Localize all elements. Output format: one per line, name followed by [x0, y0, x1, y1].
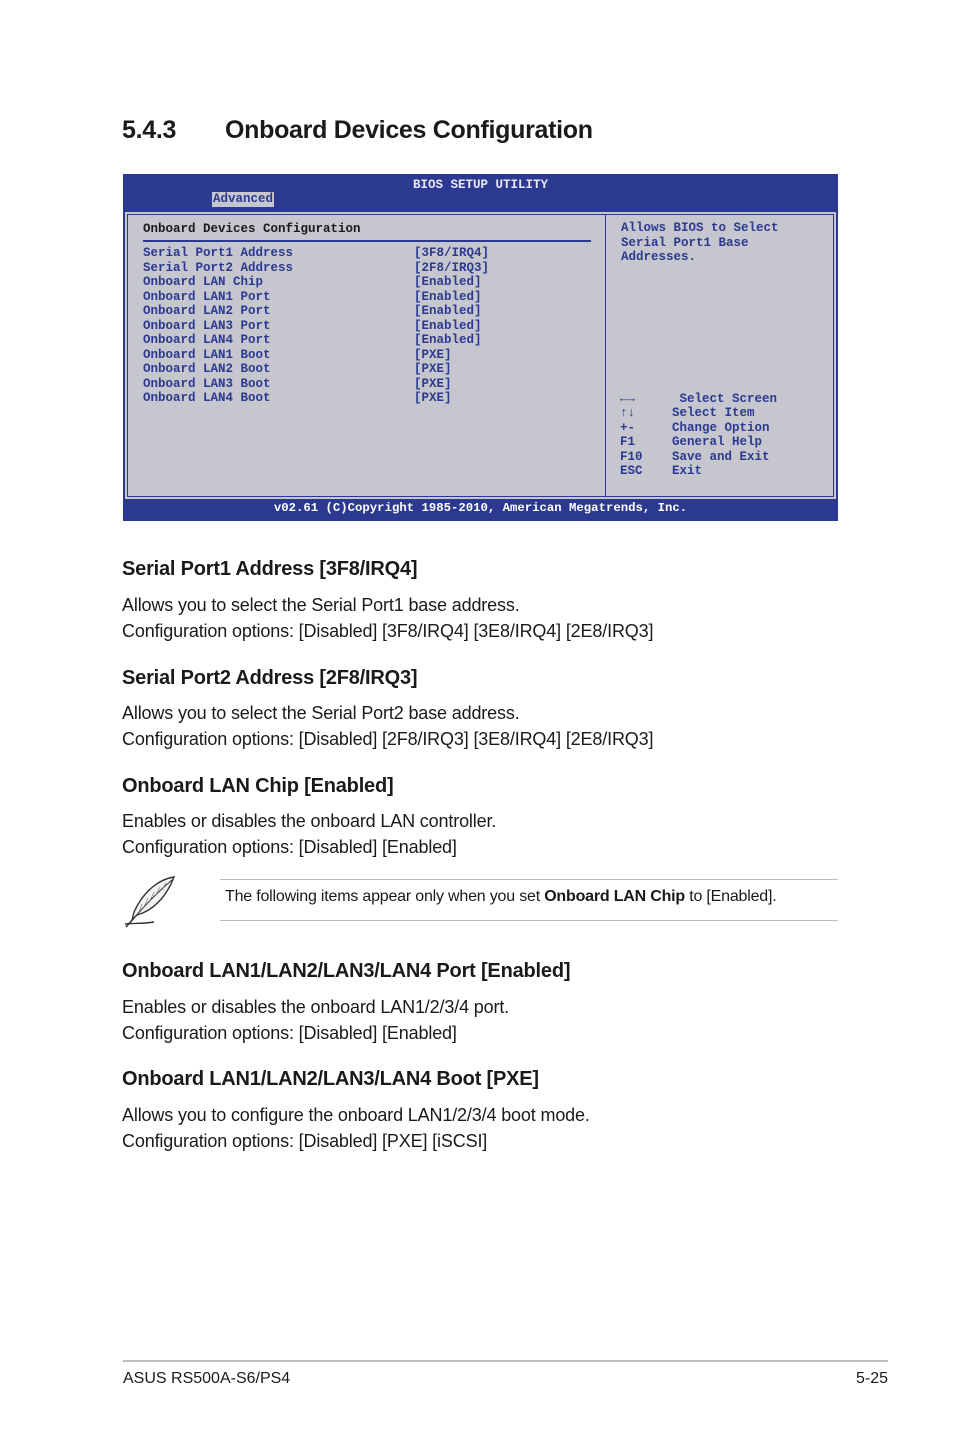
heading-serial-port1: Serial Port1 Address [3F8/IRQ4]: [122, 558, 418, 580]
bios-option-serial-port1[interactable]: [143, 246, 489, 261]
bios-option-lan4-port[interactable]: [143, 333, 489, 348]
help-line: Addresses.: [621, 250, 697, 264]
bios-option-lan-chip[interactable]: [143, 275, 489, 290]
option-label: Onboard LAN4 Port: [143, 333, 271, 347]
bios-option-lan2-boot[interactable]: [143, 362, 489, 377]
desc-lan-boot: [122, 1102, 590, 1154]
option-value: [Enabled]: [414, 333, 482, 347]
key-label: F10: [620, 449, 643, 464]
note-text-bold: Onboard LAN Chip: [544, 888, 685, 905]
key-label: ESC: [620, 463, 643, 478]
option-label: Onboard LAN2 Boot: [143, 362, 271, 376]
option-label: Onboard LAN2 Port: [143, 304, 271, 318]
footer-product-name: ASUS RS500A-S6/PS4: [123, 1370, 291, 1387]
desc-line: Allows you to select the Serial Port1 base address.: [122, 595, 520, 615]
option-value: [3F8/IRQ4]: [414, 246, 490, 260]
key-action: Exit: [672, 463, 703, 478]
key-label: ←→: [620, 392, 636, 406]
option-label: Onboard LAN Chip: [143, 275, 264, 289]
option-value: [Enabled]: [414, 289, 482, 304]
note-text-before: The following items appear only when you set: [225, 888, 545, 905]
desc-line: Allows you to configure the onboard LAN1/2/3/4 boot mode.: [122, 1105, 590, 1125]
note-top-rule: [220, 879, 838, 880]
option-value: [PXE]: [414, 362, 452, 376]
key-action: Select Screen: [672, 392, 778, 406]
key-legend-item: [620, 406, 777, 420]
help-line: Allows BIOS to Select: [621, 221, 779, 235]
option-value: [Enabled]: [414, 275, 482, 289]
bios-option-list: [143, 246, 489, 406]
bios-option-lan1-port[interactable]: [143, 290, 489, 305]
key-action: Save and Exit: [672, 449, 770, 464]
section-heading: [122, 116, 593, 145]
bios-body: [125, 212, 836, 499]
key-label: ↑↓: [620, 406, 636, 421]
key-action: Change Option: [672, 420, 770, 435]
bios-screenshot: [123, 174, 838, 521]
desc-line: Enables or disables the onboard LAN controller.: [122, 811, 497, 831]
feather-pen-icon: [122, 874, 178, 930]
note-bottom-rule: [220, 920, 838, 921]
key-label: +-: [620, 420, 636, 435]
config-options: Configuration options: [Disabled] [2F8/IRQ3] [3E8/IRQ4] [2E8/IRQ3]: [122, 729, 654, 749]
bios-option-lan3-port[interactable]: [143, 319, 489, 334]
note-box: [122, 874, 838, 930]
option-label: Serial Port2 Address: [143, 260, 294, 275]
key-action: Select Item: [672, 406, 755, 421]
bios-option-lan1-boot[interactable]: [143, 348, 489, 363]
option-value: [PXE]: [414, 347, 452, 362]
bios-tab-advanced[interactable]: Advanced: [213, 192, 274, 206]
option-value: [Enabled]: [414, 304, 482, 318]
option-value: [Enabled]: [414, 318, 482, 333]
note-text: [225, 888, 776, 906]
key-action: General Help: [672, 435, 763, 450]
bios-option-lan4-boot[interactable]: [143, 391, 489, 406]
config-options: Configuration options: [Disabled] [Enabled]: [122, 837, 457, 857]
footer-page-number: 5-25: [855, 1370, 888, 1387]
key-label: F1: [620, 435, 636, 450]
key-legend-item: [620, 392, 777, 406]
desc-serial-port2: [122, 700, 653, 752]
config-options: Configuration options: [Disabled] [Enabled]: [122, 1023, 457, 1043]
bios-help-panel: [605, 214, 834, 497]
key-legend-item: [620, 464, 777, 478]
option-value: [2F8/IRQ3]: [414, 260, 490, 275]
option-label: Onboard LAN3 Boot: [143, 376, 271, 391]
config-options: Configuration options: [Disabled] [3F8/IRQ4] [3E8/IRQ4] [2E8/IRQ3]: [122, 621, 654, 641]
desc-line: Enables or disables the onboard LAN1/2/3/4 port.: [122, 997, 510, 1017]
bios-title: BIOS SETUP UTILITY: [412, 178, 549, 192]
bios-copyright: v02.61 (C)Copyright 1985-2010, American Megatrends, Inc.: [273, 501, 688, 515]
config-options: Configuration options: [Disabled] [PXE] [iSCSI]: [122, 1131, 488, 1151]
heading-lan-port: Onboard LAN1/LAN2/LAN3/LAN4 Port [Enabled]: [122, 960, 571, 982]
bios-option-lan2-port[interactable]: [143, 304, 489, 319]
option-label: Onboard LAN3 Port: [143, 318, 271, 333]
heading-lan-boot: Onboard LAN1/LAN2/LAN3/LAN4 Boot [PXE]: [122, 1068, 539, 1090]
option-value: [PXE]: [414, 376, 452, 391]
bios-key-legend: [620, 392, 777, 478]
option-label: Serial Port1 Address: [143, 246, 294, 260]
desc-lan-port: [122, 994, 509, 1046]
note-text-after: to [Enabled].: [684, 888, 777, 905]
section-number: 5.4.3: [122, 116, 177, 144]
section-title: Onboard Devices Configuration: [225, 116, 593, 144]
bios-help-text: [621, 221, 821, 265]
desc-lan-chip: [122, 808, 496, 860]
bios-options-panel: [127, 214, 606, 497]
desc-serial-port1: [122, 592, 653, 644]
help-line: Serial Port1 Base: [621, 235, 749, 250]
option-label: Onboard LAN4 Boot: [143, 391, 271, 405]
bios-option-serial-port2[interactable]: [143, 261, 489, 276]
heading-serial-port2: Serial Port2 Address [2F8/IRQ3]: [122, 667, 418, 689]
option-label: Onboard LAN1 Port: [143, 289, 271, 304]
option-label: Onboard LAN1 Boot: [143, 347, 271, 362]
desc-line: Allows you to select the Serial Port2 base address.: [122, 703, 520, 723]
key-legend-item: [620, 421, 777, 435]
heading-lan-chip: Onboard LAN Chip [Enabled]: [122, 775, 394, 797]
bios-screen-title: Onboard Devices Configuration: [143, 222, 361, 236]
key-legend-item: [620, 450, 777, 464]
bios-option-lan3-boot[interactable]: [143, 377, 489, 392]
footer-rule: [123, 1360, 888, 1362]
option-value: [PXE]: [414, 391, 452, 405]
bios-divider: [143, 240, 591, 242]
key-legend-item: [620, 435, 777, 449]
